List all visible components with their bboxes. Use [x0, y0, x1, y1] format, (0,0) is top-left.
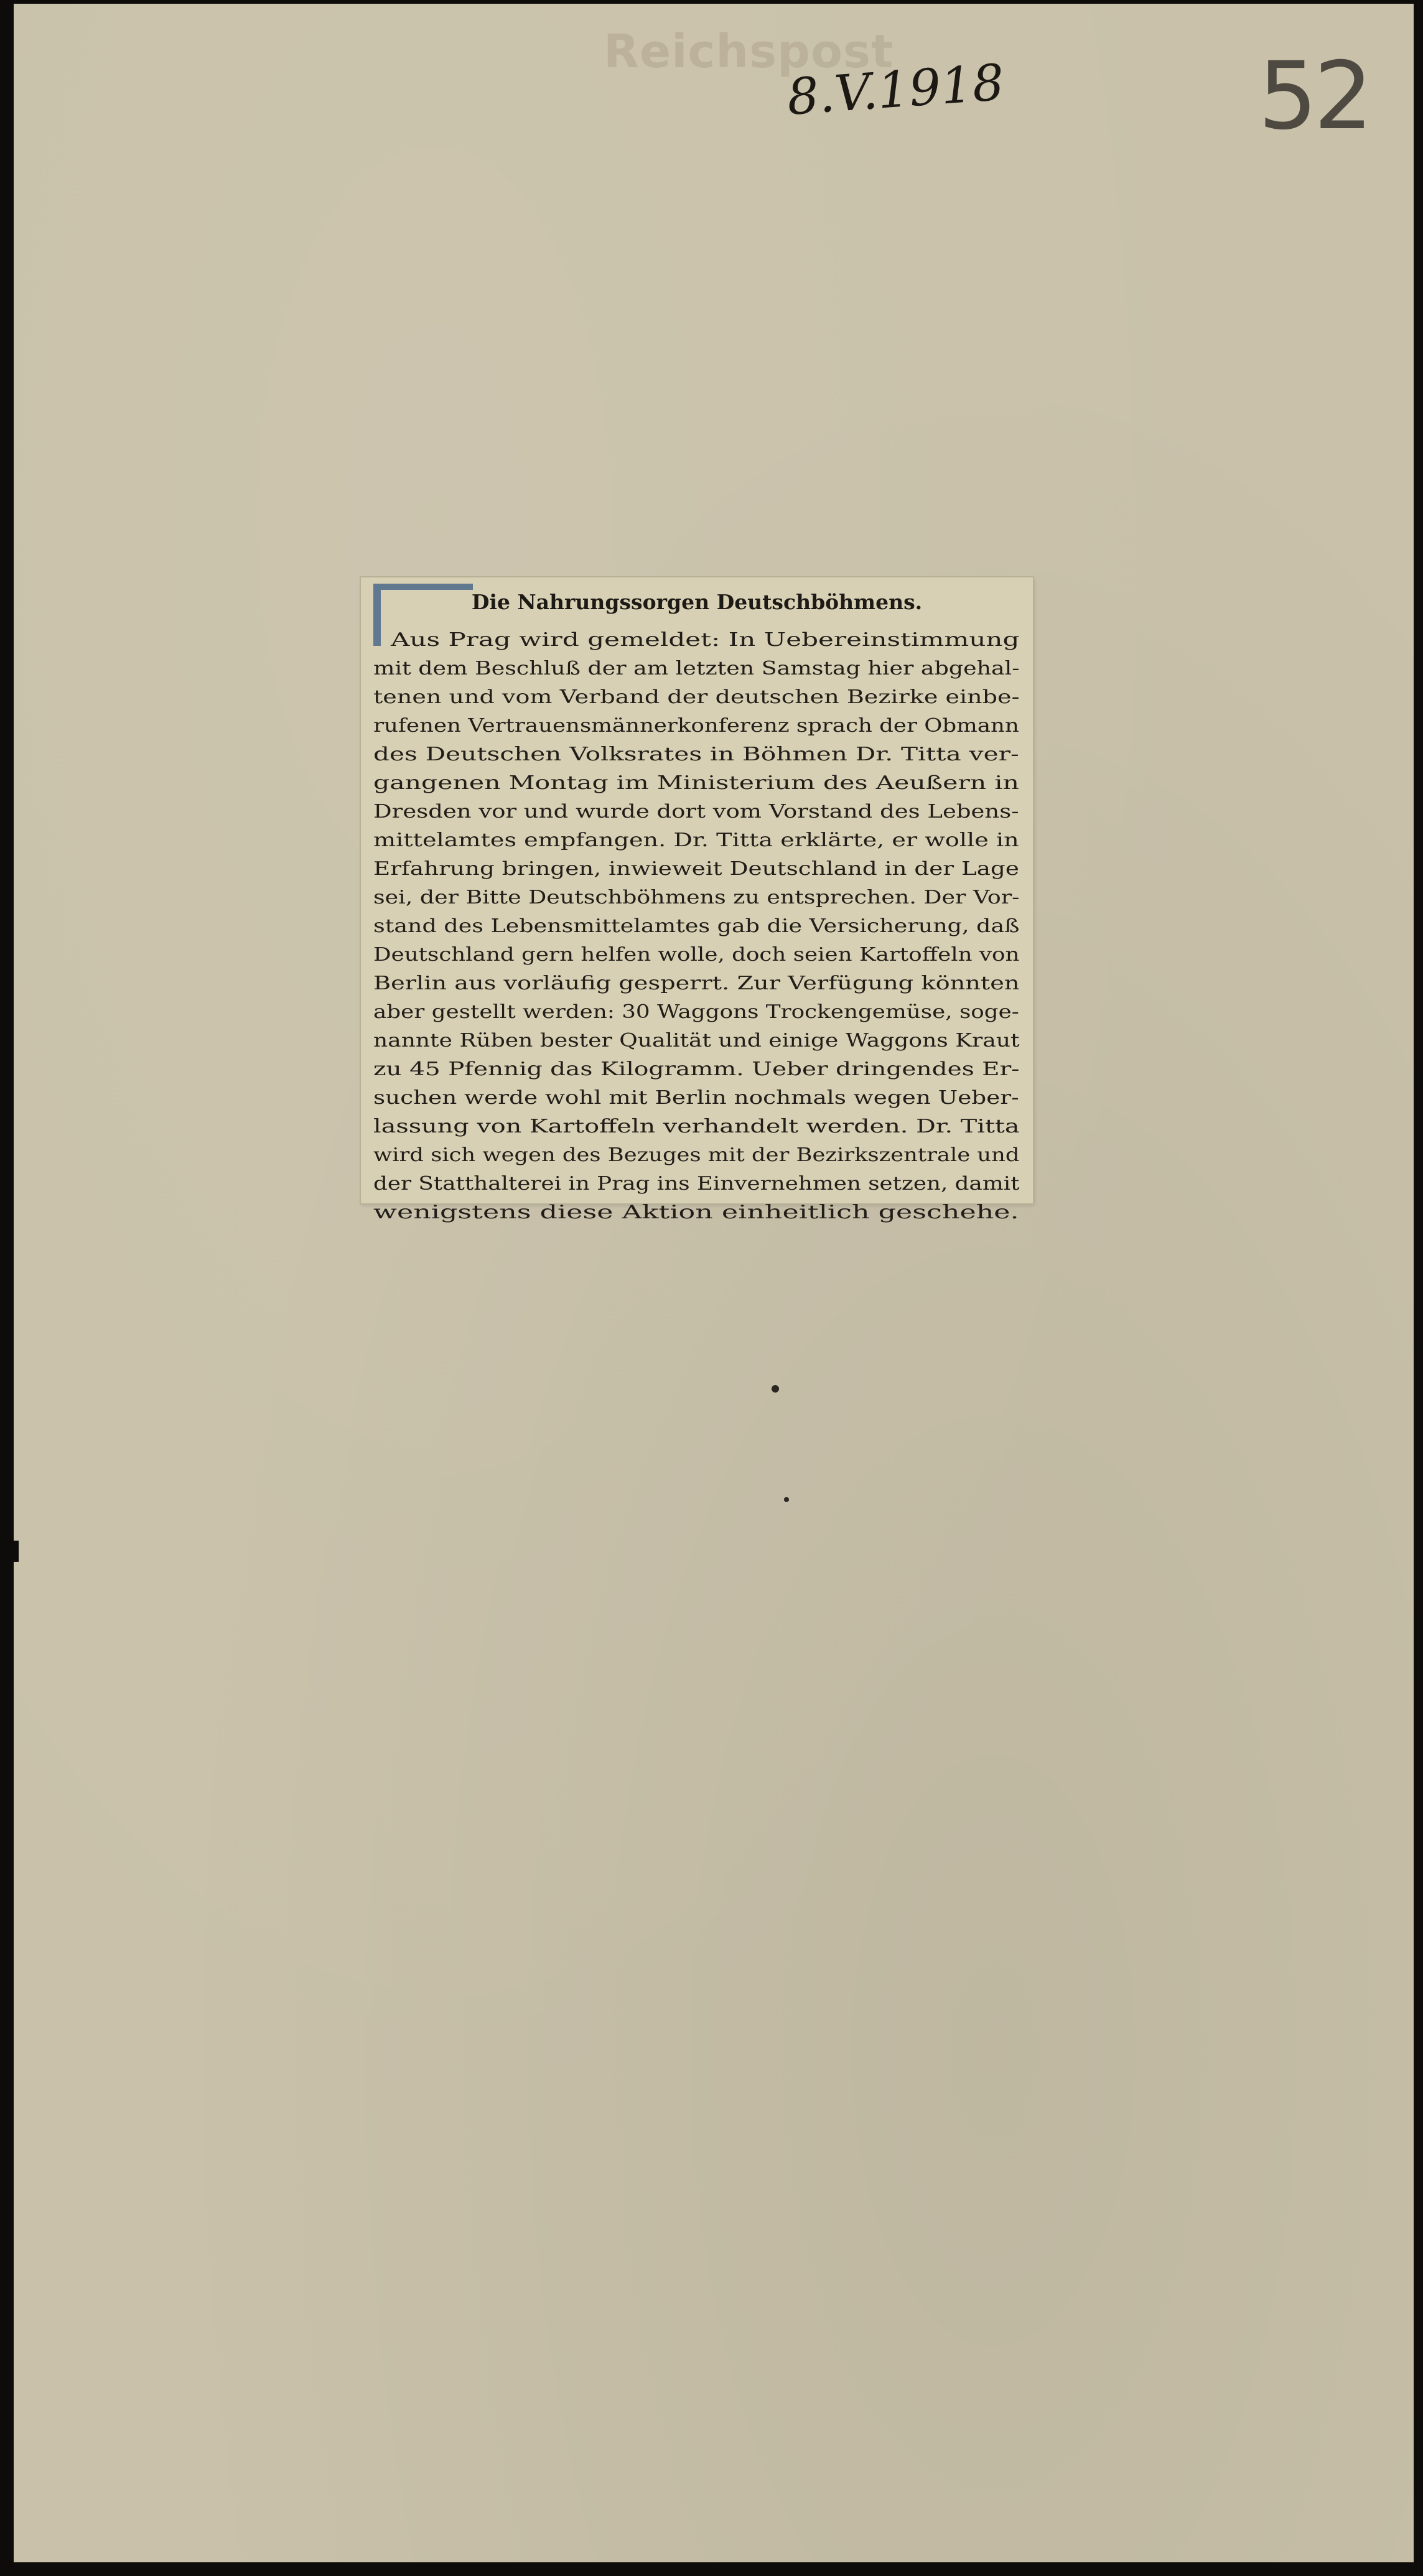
article-line: Deutschland gern helfen wolle, doch seien Kartoffeln von	[373, 944, 1020, 966]
article-line: der Statthalterei in Prag ins Einvernehmen setzen, damit	[373, 1173, 1020, 1195]
article-line: Aus Prag wird gemeldet: In Uebereinstimmung	[391, 629, 1020, 651]
article-line: rufenen Vertrauensmännerkonferenz sprach der Obmann	[373, 715, 1019, 737]
article-line: des Deutschen Volksrates in Böhmen Dr. Titta ver-	[373, 744, 1019, 765]
newspaper-clipping	[361, 577, 1033, 1223]
article-line: zu 45 Pfennig das Kilogramm. Ueber dringendes Er-	[373, 1058, 1020, 1080]
article-line: tenen und vom Verband der deutschen Bezirke einbe-	[373, 686, 1020, 708]
paper-speck	[772, 1385, 779, 1393]
newspaper-stamp: Reichspost	[604, 25, 894, 78]
paper-speck	[784, 1497, 789, 1502]
article-line: nannte Rüben bester Qualität und einige Waggons Kraut	[373, 1030, 1020, 1052]
article-line: sei, der Bitte Deutschböhmens zu entsprechen. Der Vor-	[373, 887, 1020, 908]
article-line: mittelamtes empfangen. Dr. Titta erklärte, er wolle in	[373, 829, 1019, 851]
article-line: gangenen Montag im Ministerium des Aeußern in	[373, 772, 1019, 794]
article-line: aber gestellt werden: 30 Waggons Trockengemüse, soge-	[373, 1001, 1019, 1023]
article-line: lassung von Kartoffeln verhandelt werden. Dr. Titta	[373, 1116, 1020, 1137]
archive-sheet	[14, 4, 1414, 2562]
article-line: Dresden vor und wurde dort vom Vorstand des Lebens-	[373, 801, 1019, 823]
clipping-headline: Die Nahrungssorgen Deutschböhmens.	[471, 590, 923, 614]
article-line: suchen werde wohl mit Berlin nochmals wegen Ueber-	[373, 1087, 1019, 1109]
article-line: wenigstens diese Aktion einheitlich geschehe.	[373, 1202, 1019, 1223]
article-line: mit dem Beschluß der am letzten Samstag hier abgehal-	[373, 658, 1020, 679]
article-line: stand des Lebensmittelamtes gab die Versicherung, daß	[373, 915, 1020, 937]
folio-number: 52	[1258, 42, 1369, 151]
article-line: wird sich wegen des Bezuges mit der Bezirkszentrale und	[373, 1144, 1020, 1166]
handwritten-date: 8.V.1918	[785, 53, 1006, 126]
paper-edge-notch	[14, 1541, 19, 1562]
article-line: Erfahrung bringen, inwieweit Deutschland in der Lage	[373, 858, 1019, 880]
article-line: Berlin aus vorläufig gesperrt. Zur Verfügung könnten	[373, 973, 1020, 994]
